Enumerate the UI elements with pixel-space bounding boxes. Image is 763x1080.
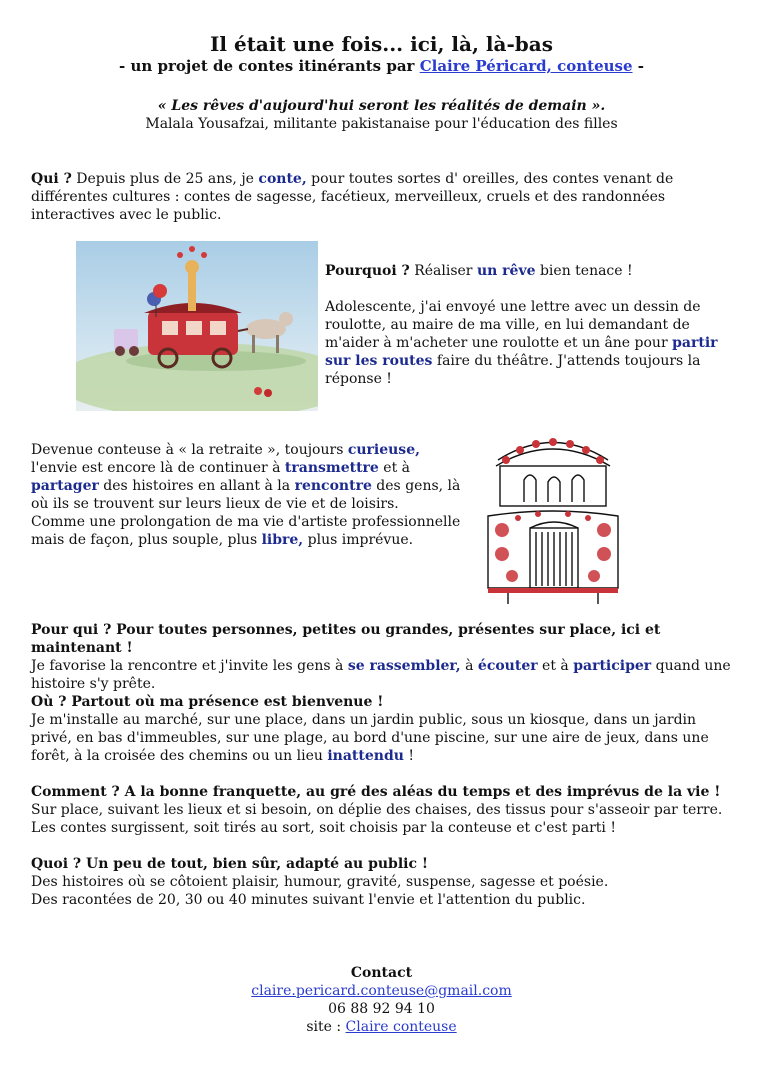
conteuse-keyword-4: rencontre	[294, 478, 372, 494]
site-link[interactable]: Claire conteuse	[345, 1019, 457, 1035]
pourquoi-paragraph	[325, 298, 725, 388]
pourqui-paragraph	[31, 657, 731, 693]
quote-block	[0, 97, 763, 133]
pourquoi-block	[325, 262, 725, 388]
quote-text: « Les rêves d'aujourd'hui seront les réalités de demain ».	[157, 98, 606, 114]
qui-paragraph	[31, 170, 731, 224]
comment-block	[31, 783, 731, 837]
ink-caravan-image	[478, 420, 628, 610]
ou-heading: Où ? Partout où ma présence est bienvenue !	[31, 694, 384, 710]
pourquoi-line	[325, 262, 725, 280]
pourqui-block	[31, 621, 731, 693]
conteuse-block	[31, 441, 463, 549]
qui-keyword-1: conte,	[258, 171, 307, 187]
pourqui-keyword-1: se rassembler,	[347, 658, 461, 674]
author-link[interactable]: Claire Péricard, conteuse	[419, 57, 633, 75]
contact-block	[0, 964, 763, 1036]
pourquoi-p2-text-1: Adolescente, j'ai envoyé une lettre avec un dessin de roulotte, au maire de ma ville, en lui demandant de m'aider à m'acheter une roulotte et un âne pour	[325, 299, 701, 351]
watercolor-caravan-image	[76, 241, 318, 411]
conteuse-text-1: Devenue conteuse à « la retraite », toujours	[31, 442, 348, 458]
contact-site	[0, 1018, 763, 1036]
subtitle-prefix: - un projet de contes itinérants par	[119, 57, 420, 75]
conteuse-keyword-1: curieuse,	[347, 442, 420, 458]
site-label: site :	[306, 1019, 346, 1035]
ou-keyword: inattendu	[327, 748, 404, 764]
conteuse-paragraph	[31, 441, 463, 513]
quoi-line-1: Des histoires où se côtoient plaisir, humour, gravité, suspense, sagesse et poésie.	[31, 874, 609, 890]
pourquoi-p2-keyword: partir sur les routes	[325, 335, 718, 369]
quoi-heading: Quoi ? Un peu de tout, bien sûr, adapté au public !	[31, 856, 429, 872]
contact-phone: 06 88 92 94 10	[328, 1001, 435, 1017]
pourqui-heading: Pour qui ? Pour toutes personnes, petites ou grandes, présentes sur place, ici et maintenant !	[31, 622, 661, 656]
ou-block	[31, 693, 731, 765]
pourqui-text-1: Je favorise la rencontre et j'invite les gens à	[31, 658, 348, 674]
pourquoi-text-2: bien tenace !	[535, 263, 633, 279]
page-title: Il était une fois... ici, là, là-bas	[210, 32, 553, 56]
pourqui-text-2: à	[460, 658, 478, 674]
pourquoi-label: Pourquoi ?	[325, 263, 410, 279]
conteuse-text-2: l'envie est encore là de continuer à	[31, 460, 285, 476]
ou-text-1: Je m'installe au marché, sur une place, dans un jardin public, sous un kiosque, dans un jardin privé, en bas d'immeubles, sur une plage, au bord d'une piscine, sur une aire de jeux, dans une forêt, à la croisée des chemins ou un lieu	[31, 712, 709, 764]
conteuse-l2-text-2: plus imprévue.	[303, 532, 414, 548]
conteuse-l2-text-1: Comme une prolongation de ma vie d'artiste professionnelle mais de façon, plus souple, plus	[31, 514, 461, 548]
pourquoi-keyword: un rêve	[476, 263, 536, 279]
qui-label: Qui ?	[31, 171, 72, 187]
conteuse-text-4: des histoires en allant à la	[98, 478, 295, 494]
pourquoi-text-1: Réaliser	[409, 263, 477, 279]
ou-text-2: !	[403, 748, 414, 764]
page-title-block	[0, 32, 763, 76]
ou-paragraph	[31, 711, 731, 765]
comment-line-1: Sur place, suivant les lieux et si besoin, on déplie des chaises, des tissus pour s'asseoir par terre.	[31, 802, 723, 818]
conteuse-paragraph-2	[31, 513, 463, 549]
comment-heading: Comment ? A la bonne franquette, au gré des aléas du temps et des imprévus de la vie !	[31, 784, 721, 800]
qui-text-1: Depuis plus de 25 ans, je	[71, 171, 259, 187]
caravan-painting	[76, 241, 318, 411]
conteuse-keyword-3: partager	[31, 478, 99, 494]
page-subtitle	[0, 56, 763, 76]
conteuse-l2-keyword: libre,	[261, 532, 304, 548]
conteuse-text-5: des gens, là où ils se trouvent sur leurs lieux de vie et de loisirs.	[31, 478, 461, 512]
pourqui-text-4: quand une histoire s'y prête.	[31, 658, 731, 692]
conteuse-text-3: et à	[378, 460, 411, 476]
comment-line-2: Les contes surgissent, soit tirés au sort, soit choisis par la conteuse et c'est parti !	[31, 820, 616, 836]
conteuse-keyword-2: transmettre	[284, 460, 379, 476]
pourquoi-p2-text-2: faire du théâtre. J'attends toujours la réponse !	[325, 353, 701, 387]
quoi-block	[31, 855, 731, 909]
qui-text-2: pour toutes sortes d' oreilles, des contes venant de différentes cultures : contes de sagesse, facétieux, merveilleux, cruels et des randonnées interactives avec le public.	[31, 171, 674, 223]
contact-email-link[interactable]: claire.pericard.conteuse@gmail.com	[251, 983, 512, 999]
pourqui-keyword-3: participer	[573, 658, 652, 674]
pourqui-keyword-2: écouter	[477, 658, 538, 674]
quote-attribution: Malala Yousafzai, militante pakistanaise pour l'éducation des filles	[145, 116, 618, 132]
contact-heading: Contact	[350, 965, 413, 981]
ink-caravan-drawing	[478, 420, 628, 610]
quoi-line-2: Des racontées de 20, 30 ou 40 minutes suivant l'envie et l'attention du public.	[31, 892, 586, 908]
subtitle-suffix: -	[632, 57, 644, 75]
pourqui-text-3: et à	[537, 658, 574, 674]
